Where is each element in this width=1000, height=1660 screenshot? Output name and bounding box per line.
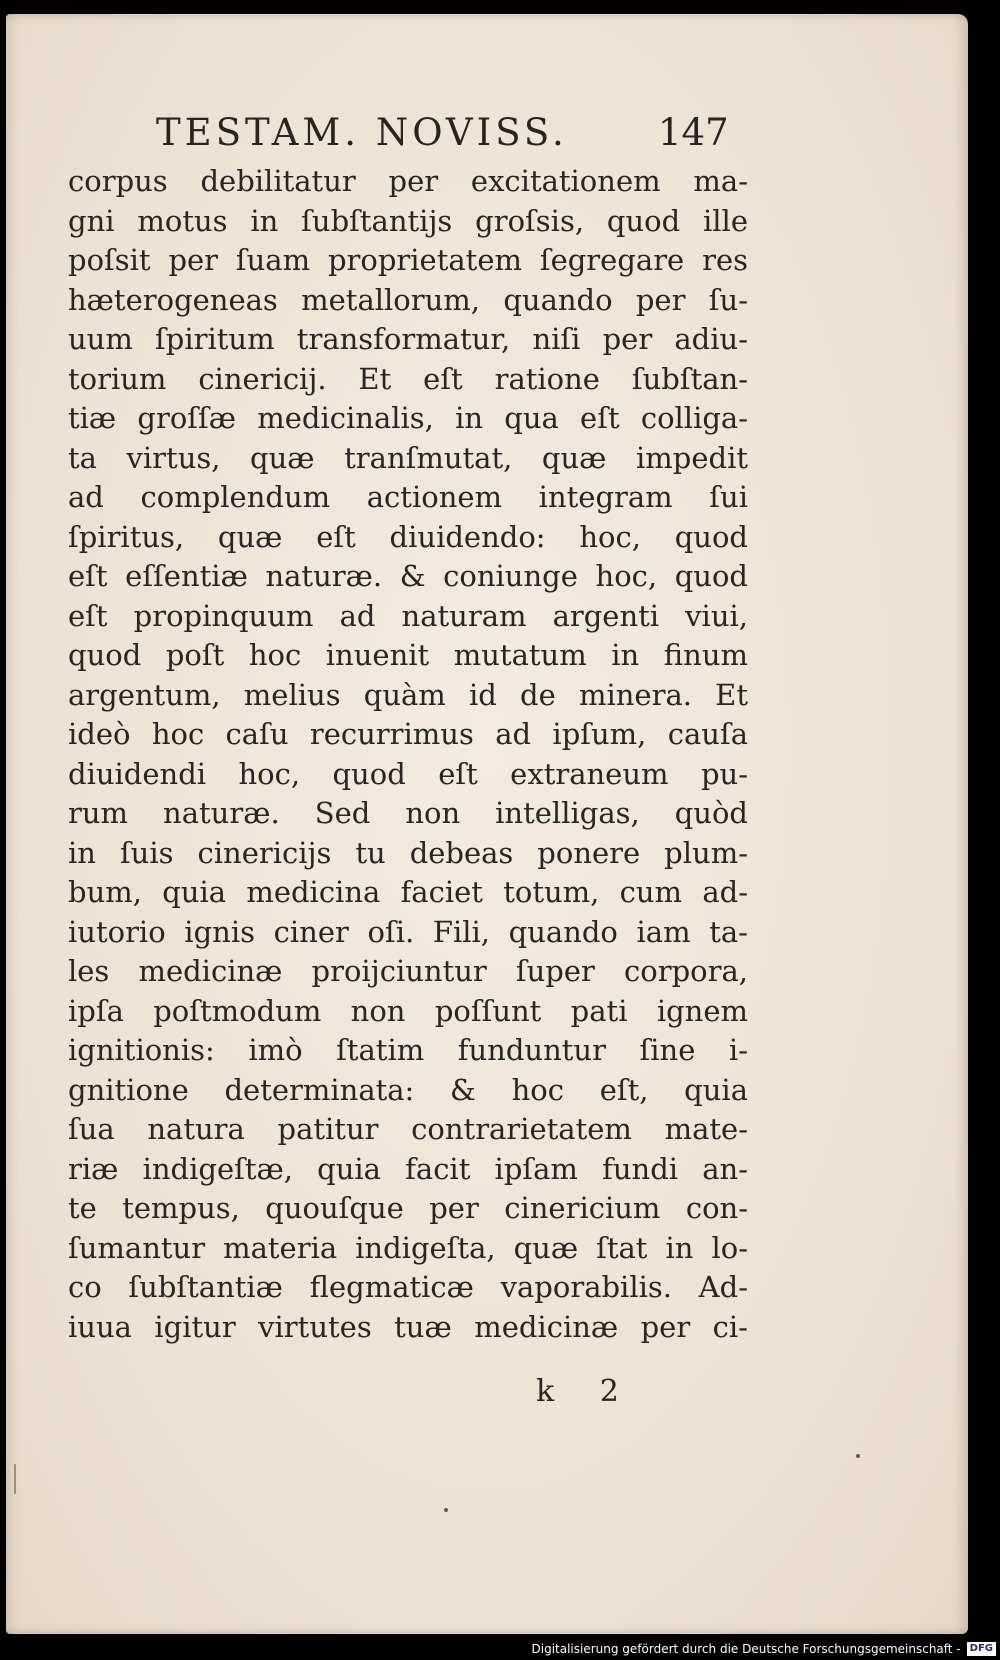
page-number: 147: [658, 111, 729, 154]
text-line: co ſubſtantiæ flegmaticæ vaporabilis. Ad-: [68, 1270, 748, 1304]
text-line: diuidendi hoc, quod eſt extraneum pu-: [68, 756, 748, 791]
text-line: ad complendum actionem integram ſui: [68, 480, 748, 514]
text-line: ideò hoc caſu recurrimus ad ipſum, cauſa: [68, 717, 748, 751]
text-line: bum, quia medicina faciet totum, cum ad-: [68, 875, 748, 909]
text-line: ipſa poſtmodum non poſſunt pati ignem: [68, 993, 748, 1028]
text-line: hæterogeneas metallorum, quando per ſu-: [68, 282, 748, 317]
text-line: ſpiritus, quæ eſt diuidendo: hoc, quod: [68, 519, 748, 554]
text-line: in ſuis cinericijs tu debeas ponere plum-: [68, 835, 748, 870]
paper-speck: [14, 1464, 16, 1494]
text-line: ta virtus, quæ tranſmutat, quæ impedit: [68, 440, 748, 475]
text-line: iuua igitur virtutes tuæ medicinæ per ci-: [68, 1309, 748, 1344]
text-line: argentum, melius quàm id de minera. Et: [68, 677, 748, 712]
paper-speck: [856, 1454, 860, 1458]
text-line: eſt propinquum ad naturam argenti viui,: [68, 598, 748, 633]
text-line: ſumantur materia indigeſta, quæ ſtat in lo-: [68, 1230, 748, 1265]
dfg-logo: DFG: [967, 1642, 996, 1656]
running-head: [156, 108, 756, 158]
text-line: gni motus in ſubſtantijs groſsis, quod ille: [68, 203, 748, 238]
text-line: riæ indigeſtæ, quia facit ipſam fundi an-: [68, 1151, 748, 1186]
signature-mark: k 2: [536, 1374, 637, 1409]
text-line: gnitione determinata: & hoc eſt, quia: [68, 1072, 748, 1107]
digitization-footer: [532, 1638, 1000, 1660]
text-line: uum ſpiritum transformatur, niſi per adiu-: [68, 322, 748, 356]
text-line: ſua natura patitur contrarietatem mate-: [68, 1112, 748, 1146]
text-line: te tempus, quouſque per cinericium con-: [68, 1191, 748, 1225]
text-line: torium cinericij. Et eſt ratione ſubſtan-: [68, 361, 748, 396]
text-line: iutorio ignis ciner oſi. Fili, quando iam ta-: [68, 914, 748, 949]
text-line: corpus debilitatur per excitationem ma-: [68, 164, 748, 198]
text-line: tiæ groſſæ medicinalis, in qua eſt colliga-: [68, 401, 748, 435]
paper-speck: [444, 1508, 448, 1512]
digitization-credit: Digitalisierung gefördert durch die Deutsche Forschungsgemeinschaft -: [531, 1642, 961, 1656]
text-line: eſt eſſentiæ naturæ. & coniunge hoc, quod: [68, 559, 748, 593]
running-head-title: TESTAM. NOVISS.: [156, 111, 568, 154]
book-page: [6, 14, 968, 1634]
body-text: [68, 162, 748, 1347]
text-line: les medicinæ proijciuntur ſuper corpora,: [68, 954, 748, 988]
text-line: rum naturæ. Sed non intelligas, quòd: [68, 796, 748, 830]
text-line: quod poſt hoc inuenit mutatum in finum: [68, 638, 748, 672]
text-line: ignitionis: imò ſtatim funduntur ſine i-: [68, 1033, 748, 1067]
text-line: poſsit per ſuam proprietatem ſegregare res: [68, 243, 748, 277]
